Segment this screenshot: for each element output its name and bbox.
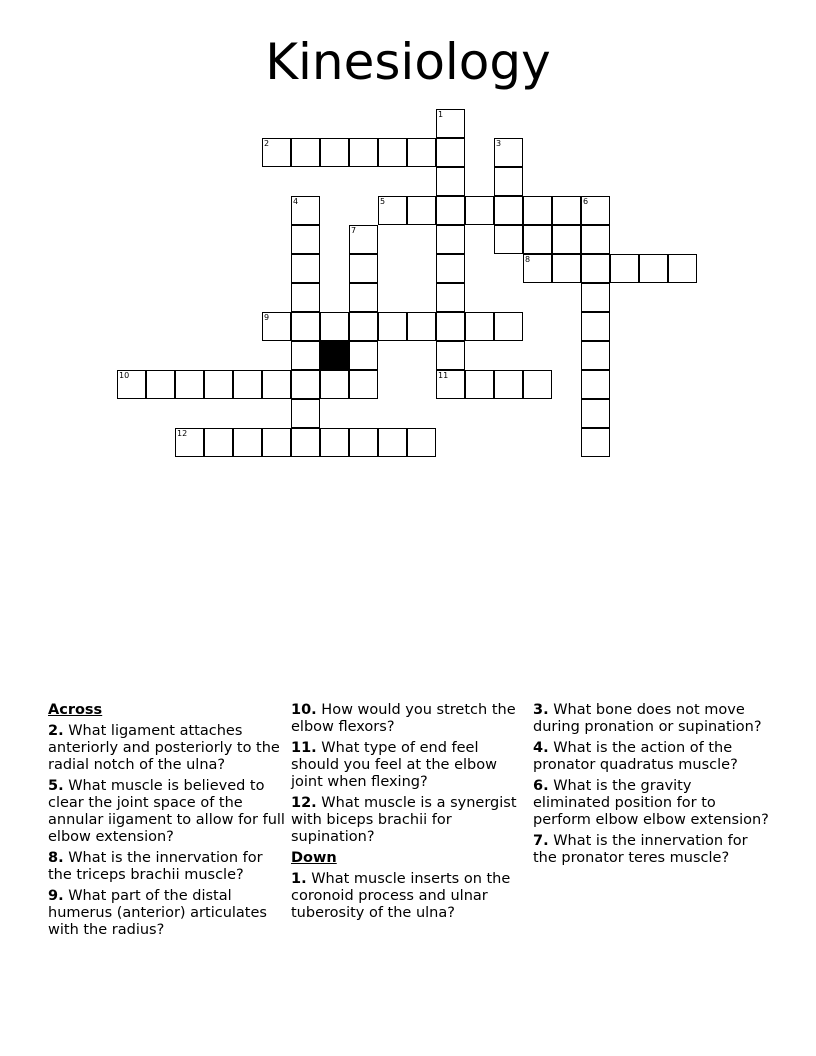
- clue-down-3: 3. What bone does not move during pronation or supination?: [533, 702, 762, 735]
- grid-cell[interactable]: [320, 138, 349, 167]
- clue-across-2: 2. What ligament attaches anteriorly and posteriorly to the radial notch of the ulna?: [48, 723, 280, 773]
- grid-cell[interactable]: [494, 312, 523, 341]
- grid-cell[interactable]: [668, 254, 697, 283]
- grid-cell[interactable]: [581, 225, 610, 254]
- grid-cell[interactable]: [291, 399, 320, 428]
- grid-cell[interactable]: [262, 428, 291, 457]
- grid-cell[interactable]: [262, 138, 291, 167]
- grid-cell[interactable]: [494, 370, 523, 399]
- grid-cell[interactable]: [378, 138, 407, 167]
- grid-cell[interactable]: [552, 196, 581, 225]
- grid-cell[interactable]: [320, 312, 349, 341]
- grid-cell[interactable]: [436, 283, 465, 312]
- grid-cell[interactable]: [581, 312, 610, 341]
- grid-cell[interactable]: [291, 254, 320, 283]
- grid-cell[interactable]: [436, 370, 465, 399]
- grid-cell[interactable]: [349, 225, 378, 254]
- grid-cell[interactable]: [465, 196, 494, 225]
- grid-cell[interactable]: [320, 428, 349, 457]
- grid-cell[interactable]: [407, 312, 436, 341]
- clue-across-12: 12. What muscle is a synergist with biceps brachii for supination?: [291, 795, 517, 845]
- grid-cell[interactable]: [320, 370, 349, 399]
- clue-across-5: 5. What muscle is believed to clear the joint space of the annular iigament to allow for full elbow extension?: [48, 778, 285, 845]
- down-heading: Down: [291, 850, 337, 866]
- grid-cell[interactable]: [204, 370, 233, 399]
- clue-across-8: 8. What is the innervation for the triceps brachii muscle?: [48, 850, 263, 883]
- grid-cell[interactable]: [581, 341, 610, 370]
- clue-across-11: 11. What type of end feel should you feel at the elbow joint when flexing?: [291, 740, 497, 790]
- grid-cell[interactable]: [291, 341, 320, 370]
- clue-down-1: 1. What muscle inserts on the coronoid process and ulnar tuberosity of the ulna?: [291, 871, 511, 921]
- grid-cell[interactable]: [436, 254, 465, 283]
- cell-number: 3: [496, 139, 502, 148]
- grid-cell[interactable]: [639, 254, 668, 283]
- grid-cell[interactable]: [494, 138, 523, 167]
- grid-cell[interactable]: [552, 225, 581, 254]
- clue-down-4: 4. What is the action of the pronator quadratus muscle?: [533, 740, 738, 773]
- grid-cell[interactable]: [581, 283, 610, 312]
- clue-across-9: 9. What part of the distal humerus (anterior) articulates with the radius?: [48, 888, 267, 938]
- cell-number: 1: [438, 110, 444, 119]
- grid-cell[interactable]: [494, 167, 523, 196]
- cell-number: 2: [264, 139, 270, 148]
- cell-number: 6: [583, 197, 589, 206]
- grid-cell[interactable]: [523, 196, 552, 225]
- grid-block-cell: [320, 341, 349, 370]
- grid-cell[interactable]: [117, 370, 146, 399]
- cell-number: 7: [351, 226, 357, 235]
- cell-number: 10: [119, 371, 130, 380]
- grid-cell[interactable]: [349, 254, 378, 283]
- grid-cell[interactable]: [262, 370, 291, 399]
- grid-cell[interactable]: [610, 254, 639, 283]
- grid-cell[interactable]: [465, 370, 494, 399]
- grid-cell[interactable]: [494, 196, 523, 225]
- grid-cell[interactable]: [262, 312, 291, 341]
- grid-cell[interactable]: [581, 370, 610, 399]
- grid-cell[interactable]: [436, 196, 465, 225]
- clues-column-1: [48, 702, 286, 943]
- grid-cell[interactable]: [436, 138, 465, 167]
- grid-cell[interactable]: [407, 138, 436, 167]
- grid-cell[interactable]: [291, 283, 320, 312]
- grid-cell[interactable]: [436, 167, 465, 196]
- grid-cell[interactable]: [291, 225, 320, 254]
- grid-cell[interactable]: [552, 254, 581, 283]
- grid-cell[interactable]: [349, 312, 378, 341]
- clues-column-2: [291, 702, 527, 926]
- grid-cell[interactable]: [494, 225, 523, 254]
- grid-cell[interactable]: [465, 312, 494, 341]
- cell-number: 4: [293, 197, 299, 206]
- grid-cell[interactable]: [175, 370, 204, 399]
- clue-across-10: 10. How would you stretch the elbow flexors?: [291, 702, 516, 735]
- grid-cell[interactable]: [146, 370, 175, 399]
- grid-cell[interactable]: [378, 312, 407, 341]
- grid-cell[interactable]: [581, 196, 610, 225]
- grid-cell[interactable]: [291, 370, 320, 399]
- cell-number: 8: [525, 255, 531, 264]
- puzzle-title: Kinesiology: [265, 33, 551, 91]
- grid-cell[interactable]: [291, 138, 320, 167]
- grid-cell[interactable]: [523, 254, 552, 283]
- cell-number: 5: [380, 197, 386, 206]
- grid-cell[interactable]: [407, 196, 436, 225]
- grid-cell[interactable]: [523, 225, 552, 254]
- grid-cell[interactable]: [436, 225, 465, 254]
- grid-cell[interactable]: [349, 370, 378, 399]
- grid-cell[interactable]: [436, 341, 465, 370]
- cell-number: 12: [177, 429, 188, 438]
- across-heading: Across: [48, 702, 103, 718]
- clues-column-3: [533, 702, 769, 871]
- grid-cell[interactable]: [436, 312, 465, 341]
- grid-cell[interactable]: [291, 428, 320, 457]
- grid-cell[interactable]: [204, 428, 233, 457]
- grid-cell[interactable]: [378, 196, 407, 225]
- grid-cell[interactable]: [291, 312, 320, 341]
- cell-number: 11: [438, 371, 449, 380]
- grid-cell[interactable]: [407, 428, 436, 457]
- grid-cell[interactable]: [581, 254, 610, 283]
- grid-cell[interactable]: [349, 341, 378, 370]
- grid-cell[interactable]: [233, 428, 262, 457]
- grid-cell[interactable]: [349, 283, 378, 312]
- grid-cell[interactable]: [233, 370, 262, 399]
- crossword-grid: [0, 0, 816, 470]
- grid-cell[interactable]: [291, 196, 320, 225]
- grid-cell[interactable]: [349, 138, 378, 167]
- grid-cell[interactable]: [436, 109, 465, 138]
- grid-cell[interactable]: [175, 428, 204, 457]
- clue-down-6: 6. What is the gravity eliminated position for to perform elbow elbow extension?: [533, 778, 769, 828]
- grid-cell[interactable]: [349, 428, 378, 457]
- grid-cell[interactable]: [523, 370, 552, 399]
- grid-cell[interactable]: [581, 399, 610, 428]
- grid-cell[interactable]: [378, 428, 407, 457]
- cell-number: 9: [264, 313, 270, 322]
- clue-down-7: 7. What is the innervation for the pronator teres muscle?: [533, 833, 748, 866]
- grid-cell[interactable]: [581, 428, 610, 457]
